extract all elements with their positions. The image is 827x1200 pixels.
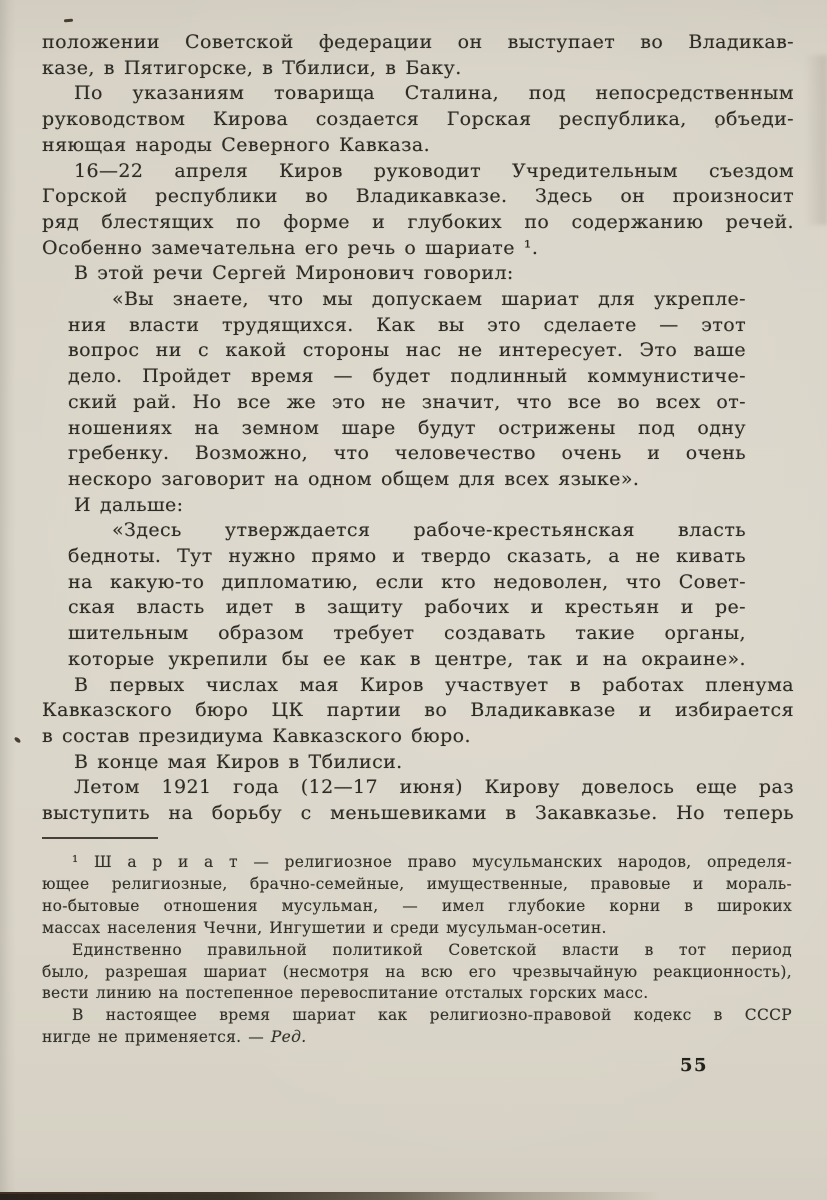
main-text-line: казе, в Пятигорске, в Тбилиси, в Баку. (42, 56, 462, 79)
main-text-line: ряд блестящих по форме и глубоких по содержанию речей. (42, 210, 794, 233)
main-text-line: ношениях на земном шаре будут острижены под одну (68, 416, 746, 439)
footnote-line: нигде не применяется. — Ред. (42, 1028, 307, 1047)
page-number: 55 (680, 1055, 709, 1076)
footnote-line: ¹ Ш а р и а т — религиозное право мусульманских народов, определя- (72, 853, 792, 871)
main-text-line: руководством Кирова создается Горская республика, объеди- (42, 108, 794, 131)
main-text-line: 16—22 апреля Киров руководит Учредительным съездом (74, 159, 794, 182)
main-text-line: «Вы знаете, что мы допускаем шариат для укрепле- (112, 288, 746, 311)
footnote-rule (42, 837, 158, 839)
main-text-line: И дальше: (74, 493, 184, 516)
main-text-line: на какую-то дипломатию, если кто недоволен, что Совет- (68, 570, 746, 593)
main-text-line: няющая народы Северного Кавказа. (42, 133, 431, 156)
main-text-line: шительным образом требует создавать такие органы, (68, 622, 746, 645)
footnote-line: но-бытовые отношения мусульман, — имел глубокие корни в широких (42, 896, 792, 915)
main-text-line: По указаниям товарища Сталина, под непосредственным (74, 82, 794, 105)
main-text-line: бедноты. Тут нужно прямо и твердо сказать, а не кивать (68, 545, 746, 568)
main-text-line: гребенку. Возможно, что человечество очень и очень (68, 442, 746, 465)
main-text-line: выступить на борьбу с меньшевиками в Закавказье. Но теперь (42, 802, 794, 825)
main-text-line: положении Советской федерации он выступает во Владикав- (42, 31, 794, 53)
main-text-line: В конце мая Киров в Тбилиси. (74, 750, 403, 773)
main-text-line: В этой речи Сергей Миронович говорил: (74, 262, 514, 285)
main-text-line: ский рай. Но все же это не значит, что все во всех от- (68, 390, 746, 413)
main-text-line: нескоро заговорит на одном общем для всех языке». (68, 467, 640, 490)
main-text-line: дело. Пройдет время — будет подлинный коммунистиче- (68, 365, 746, 388)
ink-speck (64, 19, 73, 23)
footnote-block (42, 852, 792, 1049)
footnote-line: было, разрешая шариат (несмотря на всю его чрезвычайную реакционность), (42, 962, 792, 981)
main-text-line: Кавказского бюро ЦК партии во Владикавказе и избирается (42, 699, 794, 722)
main-text-line: В первых числах мая Киров участвует в работах пленума (74, 673, 794, 696)
page-right-edge-shadow (801, 55, 827, 225)
main-text-block (42, 30, 794, 827)
footnote-line: массах населения Чечни, Ингушетии и среди мусульман-осетин. (42, 918, 607, 937)
footnote-line: вести линию на постепенное перевоспитание отсталых горских масс. (42, 984, 649, 1003)
footnote-line: Единственно правильной политикой Советской власти в тот период (72, 940, 792, 959)
main-text-line: вопрос ни с какой стороны нас не интересует. Это ваше (68, 339, 746, 362)
main-text-line: Летом 1921 года (12—17 июня) Кирову довелось еще раз (74, 776, 794, 799)
main-text-line: которые укрепили бы ее как в центре, так и на окраине». (68, 647, 746, 670)
main-text-line: ния власти трудящихся. Как вы это сделаете — этот (68, 313, 746, 336)
main-text-line: Особенно замечательна его речь о шариате ¹. (42, 236, 539, 259)
main-text-line: ская власть идет в защиту рабочих и крестьян и ре- (68, 596, 746, 619)
page-bottom-edge-line (0, 1192, 455, 1194)
footnote-line: В настоящее время шариат как религиозно-правовой кодекс в СССР (72, 1006, 792, 1025)
main-text-line: «Здесь утверждается рабоче-крестьянская власть (112, 519, 746, 542)
main-text-line: Горской республики во Владикавказе. Здесь он произносит (42, 185, 794, 208)
footnote-line: ющее религиозные, брачно-семейные, имущественные, правовые и мораль- (42, 874, 792, 893)
page-left-edge-shadow (0, 0, 16, 1200)
main-text-line: в состав президиума Кавказского бюро. (42, 724, 471, 747)
